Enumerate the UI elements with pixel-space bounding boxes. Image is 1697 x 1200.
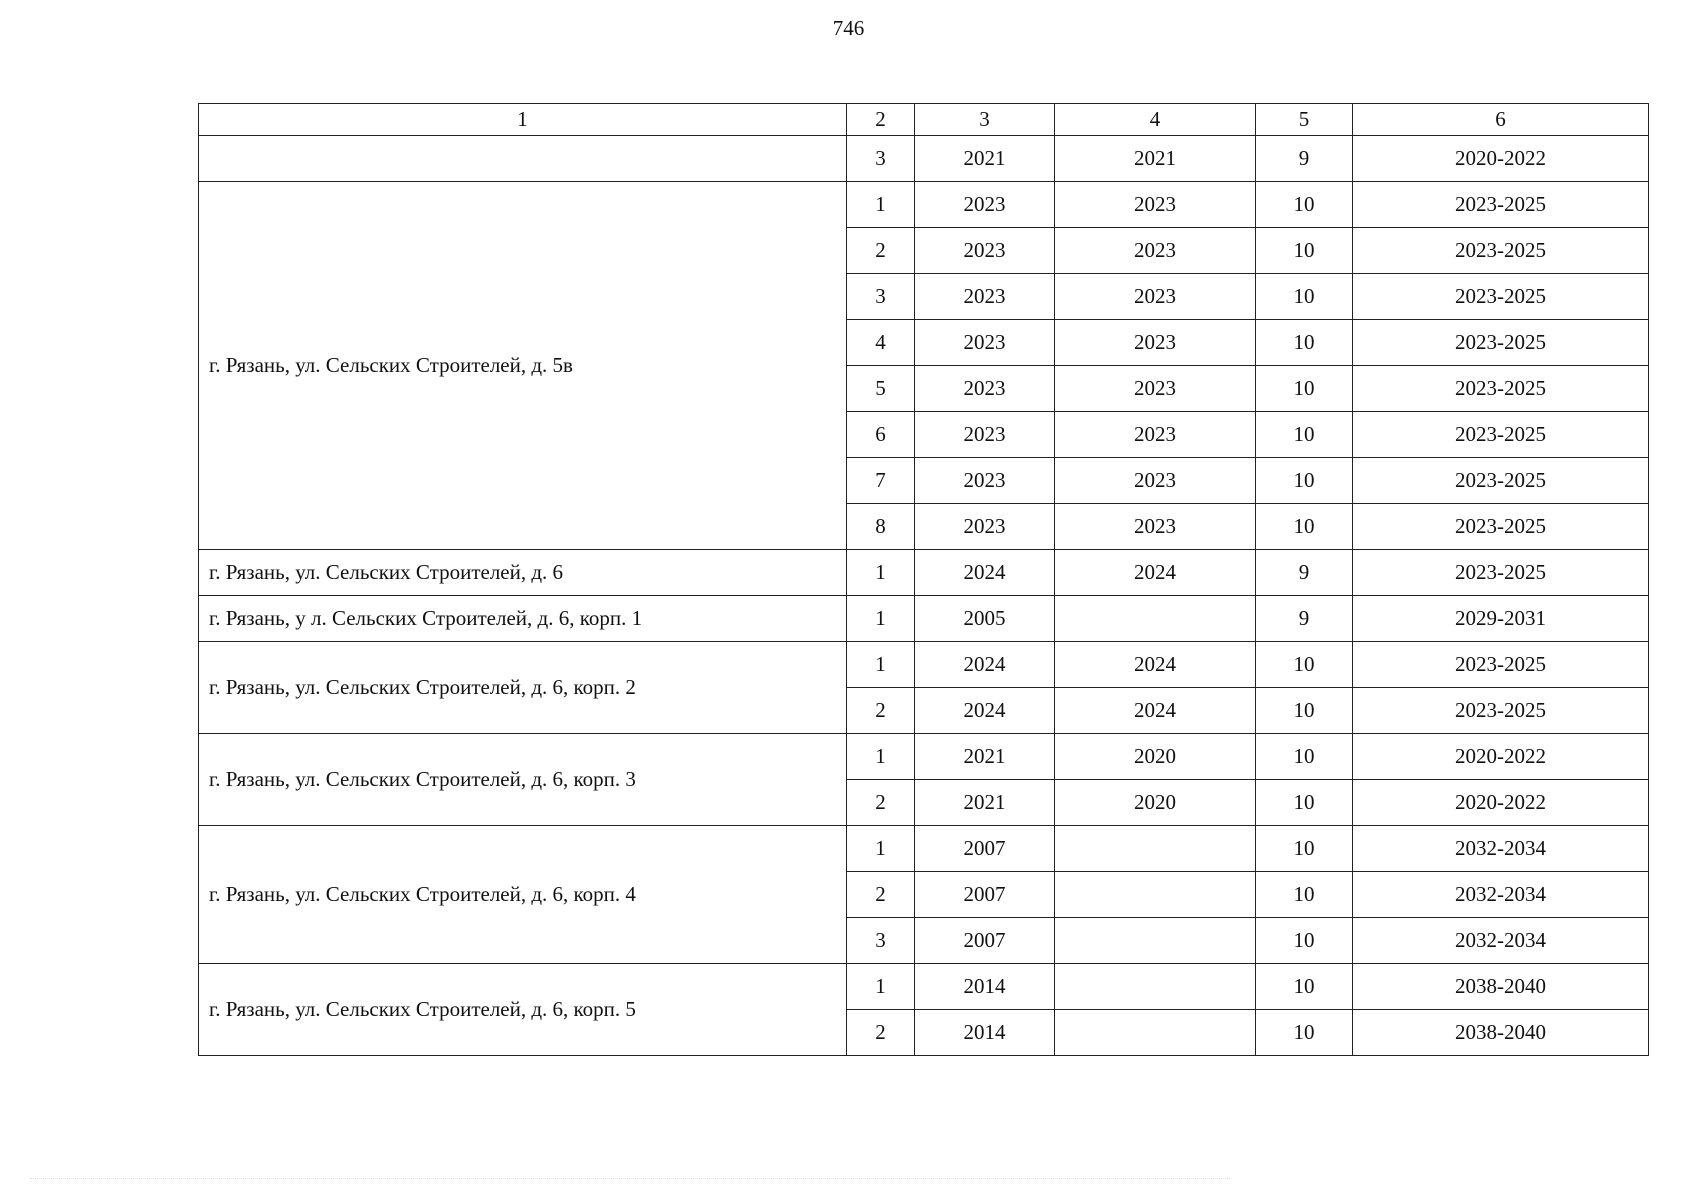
cell-c5: 9 [1256, 596, 1353, 642]
address-cell: г. Рязань, ул. Сельских Строителей, д. 6, корп. 3 [199, 734, 847, 826]
cell-c3: 2023 [915, 228, 1055, 274]
cell-n: 1 [847, 826, 915, 872]
cell-c6: 2020-2022 [1353, 734, 1649, 780]
cell-c4: 2024 [1055, 550, 1256, 596]
cell-c3: 2023 [915, 274, 1055, 320]
cell-n: 8 [847, 504, 915, 550]
cell-c3: 2023 [915, 366, 1055, 412]
cell-c3: 2024 [915, 642, 1055, 688]
header-cell: 6 [1353, 104, 1649, 136]
schedule-table [198, 103, 1649, 1056]
address-cell: г. Рязань, ул. Сельских Строителей, д. 6, корп. 4 [199, 826, 847, 964]
cell-n: 3 [847, 918, 915, 964]
cell-c6: 2023-2025 [1353, 550, 1649, 596]
address-cell: г. Рязань, ул. Сельских Строителей, д. 6, корп. 5 [199, 964, 847, 1056]
cell-c5: 10 [1256, 734, 1353, 780]
cell-c3: 2023 [915, 320, 1055, 366]
cell-c6: 2032-2034 [1353, 918, 1649, 964]
table-row [199, 642, 1649, 688]
cell-n: 1 [847, 550, 915, 596]
cell-c4: 2020 [1055, 780, 1256, 826]
cell-c4: 2024 [1055, 642, 1256, 688]
cell-c4 [1055, 918, 1256, 964]
cell-n: 2 [847, 688, 915, 734]
cell-n: 2 [847, 780, 915, 826]
address-cell: г. Рязань, ул. Сельских Строителей, д. 5в [199, 182, 847, 550]
cell-c3: 2007 [915, 826, 1055, 872]
cell-c3: 2023 [915, 458, 1055, 504]
cell-n: 1 [847, 182, 915, 228]
cell-c5: 10 [1256, 964, 1353, 1010]
table-row [199, 596, 1649, 642]
cell-c4: 2023 [1055, 320, 1256, 366]
cell-c6: 2023-2025 [1353, 228, 1649, 274]
cell-c4 [1055, 872, 1256, 918]
table-row [199, 964, 1649, 1010]
cell-c3: 2007 [915, 918, 1055, 964]
cell-n: 3 [847, 274, 915, 320]
cell-c6: 2038-2040 [1353, 1010, 1649, 1056]
cell-c5: 10 [1256, 228, 1353, 274]
cell-c3: 2021 [915, 136, 1055, 182]
cell-c4 [1055, 1010, 1256, 1056]
cell-c5: 10 [1256, 182, 1353, 228]
cell-c4 [1055, 596, 1256, 642]
cell-c3: 2021 [915, 780, 1055, 826]
address-cell [199, 136, 847, 182]
cell-n: 6 [847, 412, 915, 458]
cell-c6: 2023-2025 [1353, 182, 1649, 228]
cell-c5: 10 [1256, 320, 1353, 366]
cell-c3: 2023 [915, 182, 1055, 228]
cell-c3: 2023 [915, 412, 1055, 458]
cell-c4 [1055, 964, 1256, 1010]
header-cell: 2 [847, 104, 915, 136]
cell-n: 1 [847, 596, 915, 642]
cell-n: 1 [847, 734, 915, 780]
cell-c6: 2023-2025 [1353, 274, 1649, 320]
cell-c5: 10 [1256, 274, 1353, 320]
cell-c5: 10 [1256, 458, 1353, 504]
cell-n: 1 [847, 964, 915, 1010]
cell-c5: 9 [1256, 136, 1353, 182]
header-cell: 4 [1055, 104, 1256, 136]
cell-c4: 2020 [1055, 734, 1256, 780]
cell-c6: 2032-2034 [1353, 826, 1649, 872]
cell-c6: 2023-2025 [1353, 688, 1649, 734]
table-row [199, 550, 1649, 596]
header-cell: 3 [915, 104, 1055, 136]
cell-c4: 2023 [1055, 274, 1256, 320]
cell-c6: 2020-2022 [1353, 136, 1649, 182]
cell-c3: 2014 [915, 1010, 1055, 1056]
table-row [199, 826, 1649, 872]
cell-c5: 10 [1256, 780, 1353, 826]
address-cell: г. Рязань, у л. Сельских Строителей, д. 6, корп. 1 [199, 596, 847, 642]
cell-c3: 2005 [915, 596, 1055, 642]
address-cell: г. Рязань, ул. Сельских Строителей, д. 6, корп. 2 [199, 642, 847, 734]
table-row [199, 734, 1649, 780]
cell-c6: 2038-2040 [1353, 964, 1649, 1010]
cell-c5: 10 [1256, 412, 1353, 458]
cell-c6: 2023-2025 [1353, 642, 1649, 688]
cell-c5: 10 [1256, 366, 1353, 412]
cell-n: 3 [847, 136, 915, 182]
cell-c4: 2023 [1055, 182, 1256, 228]
cell-c4: 2023 [1055, 412, 1256, 458]
cell-c4: 2023 [1055, 228, 1256, 274]
cell-c4: 2023 [1055, 504, 1256, 550]
header-cell: 1 [199, 104, 847, 136]
cell-c3: 2023 [915, 504, 1055, 550]
cell-n: 2 [847, 872, 915, 918]
cell-n: 5 [847, 366, 915, 412]
cell-c3: 2024 [915, 550, 1055, 596]
cell-n: 2 [847, 228, 915, 274]
cell-c6: 2023-2025 [1353, 458, 1649, 504]
cell-n: 4 [847, 320, 915, 366]
cell-c6: 2032-2034 [1353, 872, 1649, 918]
table-row [199, 136, 1649, 182]
cell-c6: 2020-2022 [1353, 780, 1649, 826]
cell-c3: 2007 [915, 872, 1055, 918]
cell-c5: 10 [1256, 504, 1353, 550]
cell-c4: 2023 [1055, 458, 1256, 504]
cell-c5: 10 [1256, 642, 1353, 688]
cell-c4: 2021 [1055, 136, 1256, 182]
cell-c5: 10 [1256, 1010, 1353, 1056]
schedule-table-container [198, 103, 1648, 1056]
cell-n: 1 [847, 642, 915, 688]
table-body [199, 136, 1649, 1056]
cell-c5: 10 [1256, 872, 1353, 918]
cell-c4 [1055, 826, 1256, 872]
header-row [199, 104, 1649, 136]
cell-c4: 2024 [1055, 688, 1256, 734]
cell-c3: 2021 [915, 734, 1055, 780]
cell-c6: 2029-2031 [1353, 596, 1649, 642]
cell-n: 7 [847, 458, 915, 504]
cell-c5: 10 [1256, 688, 1353, 734]
address-cell: г. Рязань, ул. Сельских Строителей, д. 6 [199, 550, 847, 596]
table-row [199, 182, 1649, 228]
cell-c5: 9 [1256, 550, 1353, 596]
cell-c3: 2014 [915, 964, 1055, 1010]
cell-c5: 10 [1256, 918, 1353, 964]
cell-n: 2 [847, 1010, 915, 1056]
cell-c4: 2023 [1055, 366, 1256, 412]
page-number: 746 [832, 16, 865, 40]
cell-c6: 2023-2025 [1353, 366, 1649, 412]
header-cell: 5 [1256, 104, 1353, 136]
cell-c3: 2024 [915, 688, 1055, 734]
cell-c5: 10 [1256, 826, 1353, 872]
scan-artifact-line [30, 1178, 1230, 1181]
cell-c6: 2023-2025 [1353, 504, 1649, 550]
cell-c6: 2023-2025 [1353, 320, 1649, 366]
cell-c6: 2023-2025 [1353, 412, 1649, 458]
